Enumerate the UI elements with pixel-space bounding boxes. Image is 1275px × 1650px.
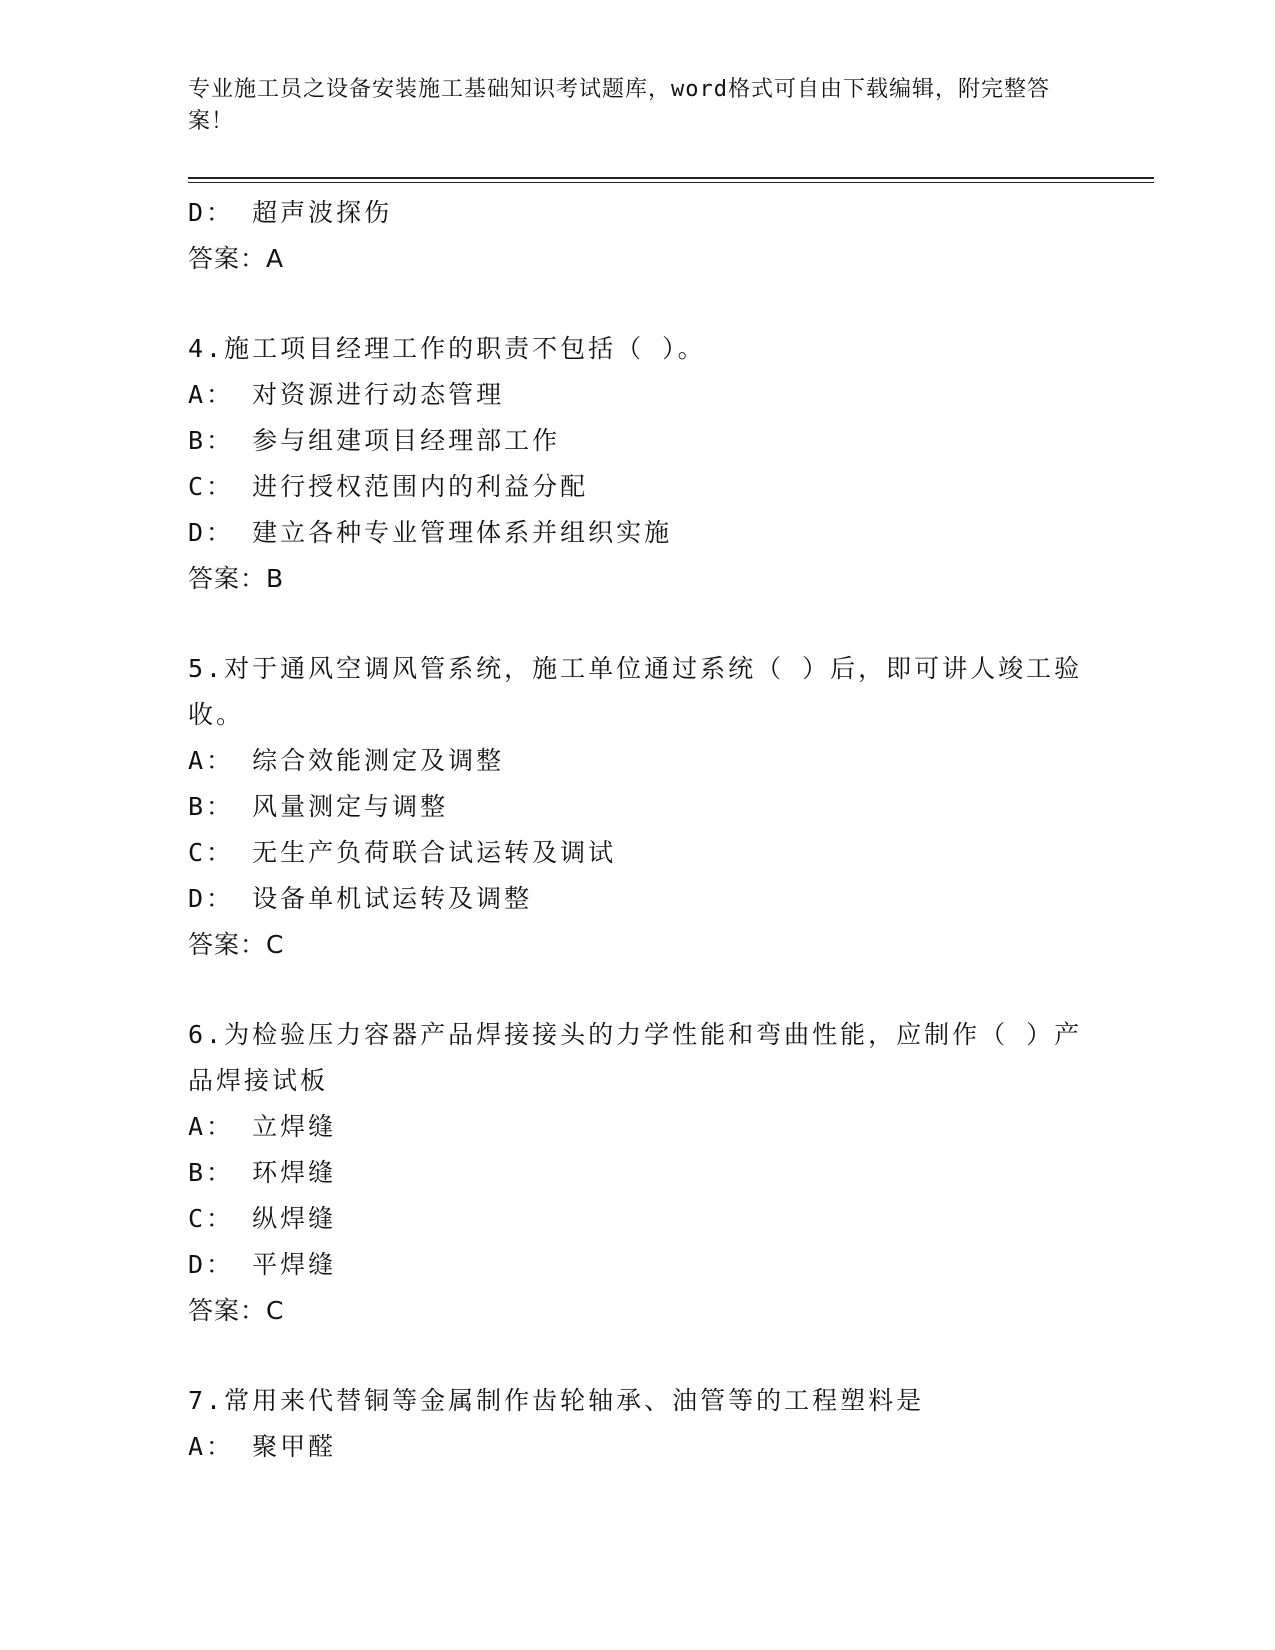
header-divider-thick	[188, 177, 1154, 179]
question-stem: 6.为检验压力容器产品焊接接头的力学性能和弯曲性能，应制作（ ）产品焊接试板	[188, 1020, 1083, 1095]
answer-line: 答案：C	[188, 930, 285, 959]
answer-line: 答案：A	[188, 244, 285, 273]
option-a: A： 综合效能测定及调整	[188, 746, 505, 775]
option-d: D： 设备单机试运转及调整	[188, 884, 533, 913]
question-list	[188, 190, 1088, 1470]
question-block	[188, 1012, 1088, 1334]
question-stem: 5.对于通风空调风管系统，施工单位通过系统（ ）后，即可讲人竣工验收。	[188, 654, 1083, 729]
option-c: C： 进行授权范围内的利益分配	[188, 472, 589, 501]
option-b: B： 参与组建项目经理部工作	[188, 426, 561, 455]
question-stem: 4.施工项目经理工作的职责不包括（ ）。	[188, 334, 706, 363]
option-a: A： 立焊缝	[188, 1112, 337, 1141]
option-c: C： 纵焊缝	[188, 1204, 337, 1233]
question-block	[188, 1378, 1088, 1470]
answer-line: 答案：B	[188, 564, 285, 593]
answer-line: 答案：C	[188, 1296, 285, 1325]
option-a: A： 对资源进行动态管理	[188, 380, 505, 409]
option-c: C： 无生产负荷联合试运转及调试	[188, 838, 617, 867]
question-block	[188, 646, 1088, 968]
option-d: D： 超声波探伤	[188, 198, 393, 227]
option-a: A： 聚甲醛	[188, 1432, 337, 1461]
question-block	[188, 190, 1088, 282]
option-b: B： 风量测定与调整	[188, 792, 449, 821]
question-block	[188, 326, 1088, 602]
question-stem: 7.常用来代替铜等金属制作齿轮轴承、油管等的工程塑料是	[188, 1386, 925, 1415]
option-d: D： 平焊缝	[188, 1250, 337, 1279]
document-header: 专业施工员之设备安装施工基础知识考试题库，word格式可自由下载编辑，附完整答案！	[188, 77, 1050, 134]
option-b: B： 环焊缝	[188, 1158, 337, 1187]
header-divider-thin	[188, 182, 1154, 183]
option-d: D： 建立各种专业管理体系并组织实施	[188, 518, 673, 547]
